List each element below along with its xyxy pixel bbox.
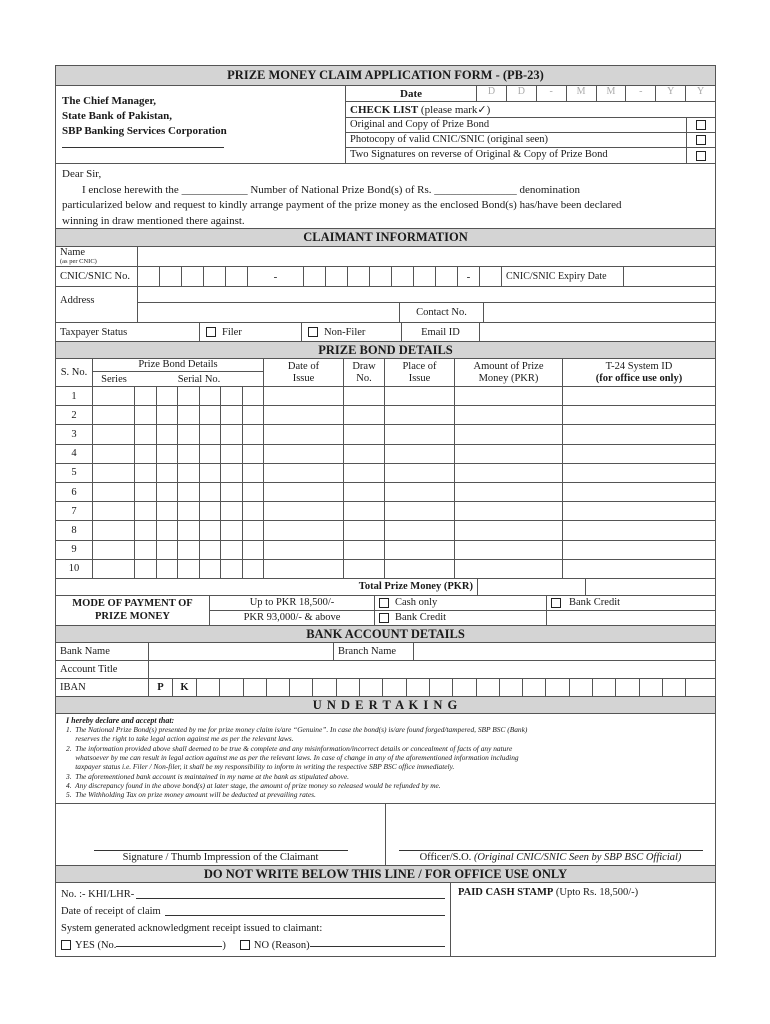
ack-no-field[interactable] (310, 946, 445, 947)
checklist-title: CHECK LIST (350, 103, 419, 116)
bond-serial-grid[interactable] (135, 502, 264, 520)
bank-credit-checkbox-2[interactable] (379, 613, 389, 623)
col-date-2: Issue (292, 372, 315, 384)
iban-cell[interactable] (616, 679, 639, 696)
col-series: Series (101, 373, 127, 385)
stamp-label: PAID CASH STAMP (458, 886, 554, 898)
salutation: Dear Sir, (62, 168, 102, 180)
iban-cell[interactable] (570, 679, 593, 696)
cash-only-label: Cash only (395, 597, 438, 609)
bond-row-number: 6 (56, 483, 93, 501)
office-use-left: No. :- KHI/LHR- Date of receipt of claim System generated acknowledgment receipt issued to claimant: YES (No. ) NO (Reason) (56, 883, 451, 956)
iban-cell[interactable] (197, 679, 220, 696)
bond-draw-field[interactable] (344, 521, 385, 539)
office-use-section (56, 883, 715, 956)
date-month-2[interactable]: M (597, 86, 627, 101)
checklist-checkbox-3[interactable] (696, 151, 706, 161)
iban-cell[interactable] (500, 679, 523, 696)
date-sep-2: - (626, 86, 656, 101)
bond-table-body (56, 387, 715, 579)
office-date-field[interactable] (165, 903, 445, 916)
iban-cell[interactable] (430, 679, 453, 696)
letter-line-1: I enclose herewith the ____________ Number of National Prize Bond(s) of Rs. _______________ denomination (82, 183, 580, 196)
bond-series-field[interactable] (93, 406, 135, 424)
name-field[interactable] (138, 247, 715, 266)
bond-place-field[interactable] (385, 406, 455, 424)
bond-serial-grid[interactable] (135, 387, 264, 405)
bank-name-label: Bank Name (56, 643, 149, 660)
bond-draw-field[interactable] (344, 387, 385, 405)
email-label: Email ID (402, 323, 480, 341)
date-year-2[interactable]: Y (696, 86, 705, 97)
letter-line-3: winning in draw mentioned there against. (62, 214, 245, 227)
signature-row (56, 804, 715, 866)
office-date-label: Date of receipt of claim (61, 905, 161, 917)
bond-date-field[interactable] (264, 464, 344, 482)
nonfiler-option[interactable] (302, 323, 402, 341)
col-amount-1: Amount of Prize (473, 360, 544, 372)
bond-t24-field[interactable] (563, 406, 715, 424)
bond-amount-field[interactable] (455, 464, 563, 482)
bond-amount-field[interactable] (455, 425, 563, 443)
col-amount-2: Money (PKR) (478, 372, 539, 384)
bond-amount-field[interactable] (455, 387, 563, 405)
iban-cell[interactable] (337, 679, 360, 696)
bank-credit-option-1[interactable] (547, 596, 715, 610)
col-draw-2: No. (356, 372, 372, 384)
iban-cell[interactable] (686, 679, 709, 696)
undertaking-item: 1. The National Prize Bond(s) presented by me for prize money claim is/are “Genuine”. In case the bond(s) is/are found forged/tampered, SBP BSC (Bank) (66, 725, 528, 735)
col-draw-1: Draw (352, 360, 376, 372)
col-sno: S. No. (56, 359, 93, 386)
officer-signature-area[interactable] (386, 804, 715, 865)
bond-row-number: 5 (56, 464, 93, 482)
bond-place-field[interactable] (385, 445, 455, 463)
filer-option[interactable] (200, 323, 302, 341)
undertaking-body (56, 714, 715, 804)
branch-name-label: Branch Name (334, 643, 414, 660)
claimant-signature-label: Signature / Thumb Impression of the Claimant (94, 850, 348, 863)
bond-series-field[interactable] (93, 521, 135, 539)
bond-amount-field[interactable] (455, 483, 563, 501)
bond-date-field[interactable] (264, 406, 344, 424)
bond-row-number: 9 (56, 541, 93, 559)
filer-checkbox[interactable] (206, 327, 216, 337)
bond-date-field[interactable] (264, 445, 344, 463)
letter-line-2: particularized below and request to kindly arrange payment of the prize money as the enclosed Bond(s) has/have been declared (62, 199, 622, 211)
bond-serial-grid[interactable] (135, 445, 264, 463)
account-title-field[interactable] (149, 661, 715, 678)
cash-only-checkbox[interactable] (379, 598, 389, 608)
bond-serial-grid[interactable] (135, 541, 264, 559)
bond-table-row (56, 541, 715, 560)
name-label: Name (60, 246, 86, 258)
date-day-1[interactable]: D (477, 86, 507, 101)
bond-serial-grid[interactable] (135, 521, 264, 539)
bond-t24-field[interactable] (563, 521, 715, 539)
bond-place-field[interactable] (385, 425, 455, 443)
bond-draw-field[interactable] (344, 425, 385, 443)
filer-label: Filer (222, 326, 242, 338)
checklist-checkbox-2[interactable] (696, 135, 706, 145)
claimant-signature-area[interactable] (56, 804, 386, 865)
bond-series-field[interactable] (93, 425, 135, 443)
col-serial: Serial No. (177, 373, 221, 385)
addressee-line-2: State Bank of Pakistan, (62, 110, 173, 122)
bond-table-row (56, 387, 715, 406)
officer-note: (Original CNIC/SNIC Seen by SBP BSC Official) (473, 851, 682, 863)
bond-t24-field[interactable] (563, 387, 715, 405)
cnic-dash-2: - (458, 267, 480, 286)
iban-cell[interactable] (593, 679, 616, 696)
bond-amount-field[interactable] (455, 502, 563, 520)
date-sep-1: - (537, 86, 567, 101)
col-place-2: Issue (408, 372, 431, 384)
total-field[interactable] (478, 579, 586, 595)
bond-series-field[interactable] (93, 464, 135, 482)
addressee-line-3: SBP Banking Services Corporation (62, 125, 227, 137)
addressee-block (56, 86, 346, 163)
prize-money-claim-form (55, 65, 716, 957)
bond-table-row (56, 464, 715, 483)
undertaking-item: whatsoever by me can result in legal action against me as per the relevant laws. In case of change in any of the aforementioned information including (66, 753, 519, 763)
date-year-1[interactable]: Y (656, 86, 686, 101)
bond-date-field[interactable] (264, 502, 344, 520)
officer-signature-label (399, 850, 703, 863)
bond-place-field[interactable] (385, 521, 455, 539)
undertaking-heading: U N D E R T A K I N G (56, 697, 715, 714)
date-input-grid[interactable] (477, 86, 715, 101)
name-label-cell (56, 247, 138, 266)
contact-field[interactable] (484, 303, 715, 322)
bank-details-heading: BANK ACCOUNT DETAILS (56, 626, 715, 643)
iban-cell[interactable] (267, 679, 290, 696)
checklist-item-1 (346, 118, 715, 133)
iban-cell[interactable] (663, 679, 686, 696)
bond-t24-field[interactable] (563, 464, 715, 482)
col-date-1: Date of (287, 360, 320, 372)
bond-series-field[interactable] (93, 445, 135, 463)
undertaking-intro: I hereby declare and accept that: (66, 715, 175, 725)
bond-draw-field[interactable] (344, 541, 385, 559)
bond-series-field[interactable] (93, 483, 135, 501)
address-label: Address (56, 287, 138, 322)
bond-row-number: 8 (56, 521, 93, 539)
col-t24-note: (for office use only) (595, 372, 683, 384)
office-ack-label: System generated acknowledgment receipt issued to claimant: (61, 922, 323, 934)
bond-draw-field[interactable] (344, 502, 385, 520)
cnic-label: CNIC/SNIC No. (56, 267, 138, 286)
contact-label: Contact No. (400, 303, 484, 322)
iban-label: IBAN (56, 679, 149, 696)
bond-row-number: 4 (56, 445, 93, 463)
bond-date-field[interactable] (264, 521, 344, 539)
bank-name-field[interactable] (149, 643, 334, 660)
iban-cell[interactable] (220, 679, 243, 696)
date-day-2[interactable]: D (507, 86, 537, 101)
nonfiler-label: Non-Filer (324, 326, 366, 338)
bond-t24-field[interactable] (563, 483, 715, 501)
bond-t24-field[interactable] (563, 502, 715, 520)
date-label: Date (346, 86, 477, 101)
undertaking-item: 2. The information provided above shall deemed to be true & complete and any misinformation/incorrect details or concealment of facts of any nature (66, 743, 513, 753)
claimant-heading: CLAIMANT INFORMATION (56, 229, 715, 247)
bank-credit-checkbox-1[interactable] (551, 598, 561, 608)
expiry-label: CNIC/SNIC Expiry Date (502, 267, 624, 286)
bond-serial-grid[interactable] (135, 560, 264, 578)
iban-cell[interactable] (360, 679, 383, 696)
ack-yes-checkbox[interactable] (61, 940, 71, 950)
iban-cell[interactable] (313, 679, 336, 696)
checklist-heading (346, 102, 715, 118)
bond-row-number: 7 (56, 502, 93, 520)
payment-mode-label-2: PRIZE MONEY (95, 611, 170, 623)
undertaking-item: reserves the right to take legal action against me as per the relevant laws. (66, 734, 294, 744)
ack-yes-label: YES (No. (75, 939, 117, 951)
checklist-item-label: Original and Copy of Prize Bond (346, 118, 687, 132)
bond-serial-grid[interactable] (135, 425, 264, 443)
iban-k: K (173, 679, 197, 696)
bond-amount-field[interactable] (455, 445, 563, 463)
office-no-label: No. :- KHI/LHR- (61, 888, 135, 900)
bond-t24-field[interactable] (563, 425, 715, 443)
bond-amount-field[interactable] (455, 560, 563, 578)
undertaking-item: taxpayer status i.e. Filer / Non-filer, it shall be my responsibility to inform in writing the respective SBP BSC office immediately. (66, 762, 455, 772)
date-checklist-block (346, 86, 715, 163)
bond-place-field[interactable] (385, 541, 455, 559)
bond-t24-field[interactable] (563, 445, 715, 463)
bond-table-row (56, 521, 715, 540)
cnic-dash-1: - (248, 267, 304, 286)
bond-row-number: 1 (56, 387, 93, 405)
checklist-item-3 (346, 148, 715, 163)
iban-cell[interactable] (290, 679, 313, 696)
bond-row-number: 10 (56, 560, 93, 578)
taxpayer-label: Taxpayer Status (56, 323, 200, 341)
bond-series-field[interactable] (93, 387, 135, 405)
undertaking-item: 3. The aforementioned bank account is maintained in my name at the bank as stipulated above. (66, 771, 349, 781)
email-field[interactable] (480, 323, 715, 341)
iban-cell[interactable] (546, 679, 569, 696)
bond-details-heading: PRIZE BOND DETAILS (56, 342, 715, 359)
checklist-item-2 (346, 133, 715, 148)
account-title-label: Account Title (56, 661, 149, 678)
bond-table-row (56, 483, 715, 502)
bond-t24-field[interactable] (563, 560, 715, 578)
total-row (56, 579, 715, 596)
office-use-heading: DO NOT WRITE BELOW THIS LINE / FOR OFFICE USE ONLY (56, 866, 715, 883)
undertaking-item: 4. Any discrepancy found in the above bond(s) at later stage, the amount of prize money so released would be refunded by me. (66, 780, 441, 790)
cash-only-option[interactable] (375, 596, 547, 610)
total-label: Total Prize Money (PKR) (56, 579, 478, 595)
undertaking-item: 5. The Withholding Tax on prize money amount will be deducted at prevailing rates. (66, 790, 316, 800)
iban-p: P (149, 679, 173, 696)
iban-grid[interactable] (149, 679, 715, 696)
address-field-2[interactable] (138, 303, 400, 322)
iban-cell[interactable] (640, 679, 663, 696)
bond-date-field[interactable] (264, 425, 344, 443)
paid-cash-stamp-area (451, 883, 715, 956)
bond-table-row (56, 425, 715, 444)
bond-t24-field[interactable] (563, 541, 715, 559)
branch-name-field[interactable] (414, 643, 715, 660)
iban-cell[interactable] (523, 679, 546, 696)
expiry-field[interactable] (624, 267, 715, 286)
payment-opt2-range: PKR 93,000/- & above (210, 611, 375, 625)
bond-draw-field[interactable] (344, 464, 385, 482)
bank-credit-label-2: Bank Credit (395, 612, 447, 624)
checklist-item-label: Photocopy of valid CNIC/SNIC (original seen) (346, 133, 687, 147)
bond-row-number: 3 (56, 425, 93, 443)
col-t24: T-24 System ID (605, 360, 673, 372)
date-month-1[interactable]: M (567, 86, 597, 101)
checklist-item-label: Two Signatures on reverse of Original & Copy of Prize Bond (346, 148, 687, 163)
bond-table-header (56, 359, 715, 387)
payment-mode-label-1: MODE OF PAYMENT OF (72, 598, 193, 610)
form-title: PRIZE MONEY CLAIM APPLICATION FORM - (PB-23) (56, 66, 715, 86)
bond-place-field[interactable] (385, 560, 455, 578)
bond-place-field[interactable] (385, 483, 455, 501)
bond-amount-field[interactable] (455, 541, 563, 559)
bond-serial-grid[interactable] (135, 464, 264, 482)
bond-date-field[interactable] (264, 541, 344, 559)
bond-place-field[interactable] (385, 387, 455, 405)
iban-cell[interactable] (407, 679, 430, 696)
payment-opt1-range: Up to PKR 18,500/- (210, 596, 375, 610)
bond-place-field[interactable] (385, 464, 455, 482)
bond-serial-grid[interactable] (135, 406, 264, 424)
ack-yes-field[interactable] (116, 946, 222, 947)
bond-draw-field[interactable] (344, 483, 385, 501)
bond-serial-grid[interactable] (135, 483, 264, 501)
bond-table-row (56, 406, 715, 425)
bond-series-field[interactable] (93, 560, 135, 578)
bond-amount-field[interactable] (455, 521, 563, 539)
bond-table-row (56, 445, 715, 464)
iban-cell[interactable] (244, 679, 267, 696)
bond-date-field[interactable] (264, 387, 344, 405)
iban-cell[interactable] (453, 679, 476, 696)
iban-cell[interactable] (383, 679, 406, 696)
bond-date-field[interactable] (264, 483, 344, 501)
ack-no-label: NO (Reason) (253, 939, 310, 951)
bond-row-number: 2 (56, 406, 93, 424)
iban-cell[interactable] (477, 679, 500, 696)
addressee-line-1: The Chief Manager, (62, 95, 157, 107)
checklist-note: (please mark✓) (420, 104, 491, 116)
bond-draw-field[interactable] (344, 560, 385, 578)
bond-draw-field[interactable] (344, 445, 385, 463)
letter-body (56, 164, 715, 229)
address-field[interactable] (138, 287, 715, 303)
bank-credit-option-2[interactable] (375, 611, 547, 625)
bond-series-field[interactable] (93, 502, 135, 520)
name-note: (as per CNIC) (60, 257, 97, 265)
payment-mode-row (56, 596, 715, 626)
bank-credit-label-1: Bank Credit (569, 597, 621, 609)
payment-mode-label (56, 596, 210, 625)
officer-label: Officer/S.O. (419, 851, 472, 863)
ack-no-checkbox[interactable] (240, 940, 250, 950)
bond-table-row (56, 560, 715, 579)
col-prize-bond-details: Prize Bond Details (93, 359, 263, 372)
bond-place-field[interactable] (385, 502, 455, 520)
bond-amount-field[interactable] (455, 406, 563, 424)
stamp-note: (Upto Rs. 18,500/-) (555, 886, 639, 898)
bond-date-field[interactable] (264, 560, 344, 578)
col-place-1: Place of (402, 360, 437, 372)
bond-draw-field[interactable] (344, 406, 385, 424)
nonfiler-checkbox[interactable] (308, 327, 318, 337)
cnic-grid[interactable] (138, 267, 502, 286)
checklist-checkbox-1[interactable] (696, 120, 706, 130)
bond-series-field[interactable] (93, 541, 135, 559)
bond-table-row (56, 502, 715, 521)
office-no-field[interactable] (136, 886, 445, 899)
addressee-blank-line[interactable] (62, 147, 224, 148)
